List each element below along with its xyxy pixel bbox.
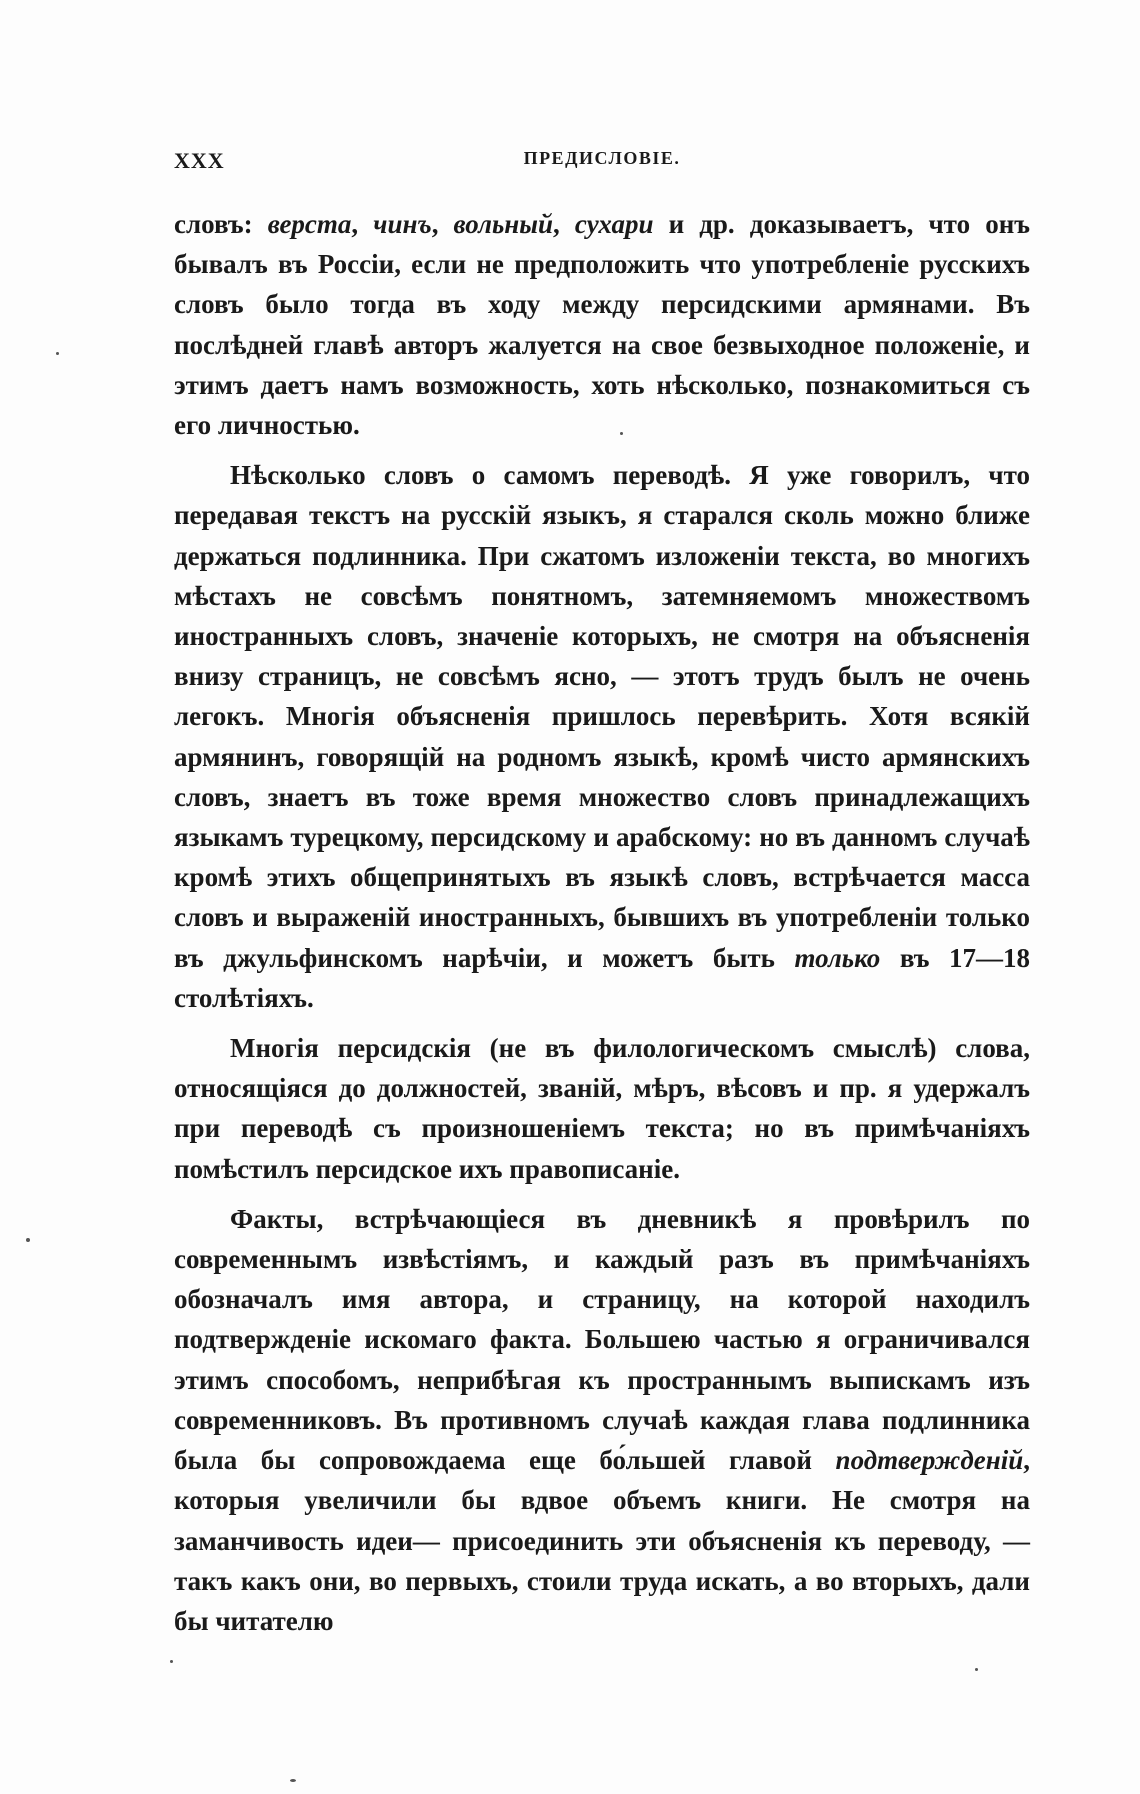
paragraph — [174, 204, 1030, 445]
text-run: , которыя увеличили бы вдвое объемъ книги. Не смотря на заманчивость идеи— присоединить эти объясненія къ переводу, — такъ какъ они, во первыхъ, стоили труда искать, а во вторыхъ, дали бы читателю — [174, 1445, 1030, 1636]
italic-term: верста — [267, 209, 352, 239]
text-run: , — [553, 209, 575, 239]
paragraph — [174, 1199, 1030, 1641]
scan-speck — [290, 1779, 296, 1782]
scan-speck — [170, 1660, 173, 1663]
italic-term: подтвержденій — [835, 1445, 1024, 1476]
text-run: Нѣсколько словъ о самомъ переводѣ. Я уже говорилъ, что передавая текстъ на русскій языкъ, я старался сколь можно ближе держаться подлинника. При сжатомъ изложеніи текста, во многихъ мѣстахъ не совсѣмъ понятномъ, затемняемомъ множествомъ иностранныхъ словъ, значеніе которыхъ, не смотря на объясненія внизу страницъ, не совсѣмъ ясно, — этотъ трудъ былъ не очень легокъ. Многія объясненія пришлось перевѣрить. Хотя всякій армянинъ, говорящій на родномъ языкѣ, кромѣ чисто армянскихъ словъ, знаетъ въ тоже время множество словъ принадлежащихъ языкамъ турецкому, персидскому и арабскому: но въ данномъ случаѣ кромѣ этихъ общепринятыхъ въ языкѣ словъ, встрѣчается масса словъ и выраженій иностранныхъ, бывшихъ въ употребленіи только въ джульфинскомъ нарѣчіи, и можетъ быть — [174, 460, 1030, 973]
scan-speck — [56, 352, 59, 355]
text-run: Факты, встрѣчающіеся въ дневникѣ я провѣрилъ по современнымъ извѣстіямъ, и каждый разъ въ примѣчаніяхъ обозначалъ имя автора, и страницу, на которой находилъ подтвержденіе искомаго факта. Большею частью я ограничивался этимъ способомъ, неприбѣгая къ пространнымъ выпискамъ изъ современниковъ. Въ противномъ случаѣ каждая глава подлинника была бы сопровождаема еще бо́льшей главой — [174, 1203, 1030, 1476]
page-number: XXX — [174, 148, 225, 173]
text-run: , — [431, 209, 454, 239]
scan-speck — [620, 432, 623, 435]
text-run: и др. доказываетъ, что онъ бывалъ въ Россіи, если не предположить что употребленіе русскихъ словъ было тогда въ ходу между персидскими армянами. Въ послѣдней главѣ авторъ жалуется на свое безвыходное положеніе, и этимъ даетъ намъ возможность, хоть нѣсколько, познакомиться съ его личностью. — [174, 209, 1030, 441]
scan-speck — [975, 1668, 978, 1671]
body-text — [174, 204, 1030, 1641]
italic-term: сухари — [574, 209, 654, 239]
running-head — [174, 148, 1030, 178]
running-title: ПРЕДИСЛОВІЕ. — [523, 148, 681, 168]
text-run: словъ: — [174, 209, 268, 239]
italic-term: чинъ — [373, 209, 432, 239]
italic-term: только — [794, 942, 881, 973]
text-run: въ 17—18 столѣтіяхъ. — [174, 942, 1031, 1013]
paragraph — [174, 1028, 1030, 1189]
text-run: Многія персидскія (не въ филологическомъ смыслѣ) слова, относящіяся до должностей, званій, мѣръ, вѣсовъ и пр. я удержалъ при переводѣ съ произношеніемъ текста; но въ примѣчаніяхъ помѣстилъ персидское ихъ правописаніе. — [174, 1033, 1030, 1184]
scan-speck — [26, 1238, 30, 1242]
text-run: , — [351, 209, 374, 239]
paragraph — [174, 455, 1030, 1018]
italic-term: вольный — [453, 209, 554, 239]
